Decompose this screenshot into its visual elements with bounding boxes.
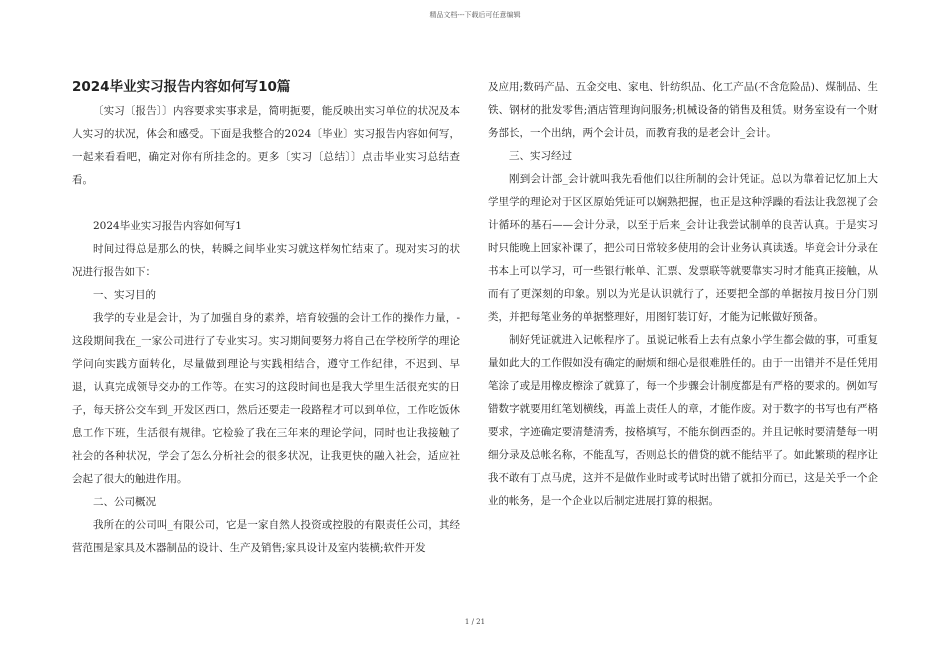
company-paragraph-continued: 及应用;数码产品、五金交电、家电、针纺织品、化工产品(不含危险品)、煤制品、生铁、钢材的批发零售;酒店管理询问服务;机械设备的销售及租赁。财务室设有一个财务部长，一个出纳，两个会计员，而教育我的是老会计_会计。 — [488, 81, 878, 139]
opening-paragraph: 时间过得总是那么的快，转瞬之间毕业实习就这样匆忙结束了。现对实习的状况进行报告如下： — [72, 243, 460, 278]
section-subtitle: 2024毕业实习报告内容如何写1 — [93, 220, 242, 232]
process-paragraph-1: 刚到会计部_会计就叫我先看他们以往所制的会计凭证。总以为靠着记忆加上大学里学的理论对于区区原始凭证可以娴熟把握，也正是这种浮躁的看法让我忽视了会计循环的基石——会计分录，以至于后来_会计让我尝试制单的良苦认真。于是实习时只能晚上回家补课了，把公司日常较多使用的会计业务认真读透。毕竟会计分录在书本上可以学习，可一些银行帐单、汇票、发票联等就要靠实习时才能真正接触，从而有了更深刻的印象。别以为光是认识就行了，还要把全部的单据按月按日分门别类，并把每笔业务的单据整理好，用图钉装订好，才能为记帐做好预备。 — [488, 173, 878, 323]
intro-paragraph: 〔实习〔报告〕〕内容要求实事求是，简明扼要，能反映出实习单位的状况及本人实习的状况，体会和感受。下面是我整合的2024〔毕业〕实习报告内容如何写，一起来看看吧，确定对你有所挂念的。更多〔实习〔总结〕〕点击毕业实习总结查看。 — [72, 105, 460, 186]
company-paragraph: 我所在的公司叫_有限公司，它是一家自然人投资或控股的有限责任公司，其经营范围是家具及木器制品的设计、生产及销售;家具设计及室内装横;软件开发 — [72, 519, 460, 554]
heading-company: 二、公司概况 — [93, 496, 156, 508]
document-title: 2024毕业实习报告内容如何写10篇 — [72, 79, 291, 95]
purpose-paragraph: 我学的专业是会计，为了加强自身的素养，培育较强的会计工作的操作力量，-这段期间我在_一家公司进行了专业实习。实习期间要努力将自己在学校所学的理论学问向实践方面转化，尽量做到理论与实践相结合，遵守工作纪律，不迟到、早退，认真完成领导交办的工作等。在实习的这段时间也是我大学里生活很充实的日子，每天挤公交车到_开发区西口，然后还要走一段路程才可以到单位，工作吃饭休息工作下班，生活很有规律。它检验了我在三年来的理论学问，同时也让我接触了社会的各种状况，学会了怎么分析社会的很多状况，让我更快的融入社会，适应社会起了很大的触进作用。 — [72, 312, 460, 485]
heading-process: 三、实习经过 — [509, 150, 572, 162]
process-paragraph-2: 制好凭证就进入记帐程序了。虽说记帐看上去有点象小学生都会做的事，可重复量如此大的工作假如没有确定的耐烦和细心是很难胜任的。由于一出错并不是任凭用笔涂了或是用橡皮檫涂了就算了，每一个步骤会计制度都是有严格的要求的。例如写错数字就要用红笔划横线，再盖上责任人的章，才能作废。对于数字的书写也有严格要求，字迹确定要清楚清秀，按格填写，不能东倒西歪的。并且记帐时要清楚每一明细分录及总帐名称，不能乱写，否则总长的借贷的就不能结平了。如此繁琐的程序让我不敢有丁点马虎，这并不是做作业时或考试时出错了就扣分而已，这是关乎一个企业的帐务，是一个企业以后制定进展打算的根据。 — [488, 334, 878, 507]
heading-purpose: 一、实习目的 — [93, 289, 156, 301]
page-number: 1 / 21 — [464, 618, 486, 626]
right-column — [488, 76, 878, 513]
page-header: 精品文档---下载后可任意编辑 — [429, 11, 521, 19]
left-column — [72, 76, 460, 560]
spacer — [72, 192, 460, 215]
